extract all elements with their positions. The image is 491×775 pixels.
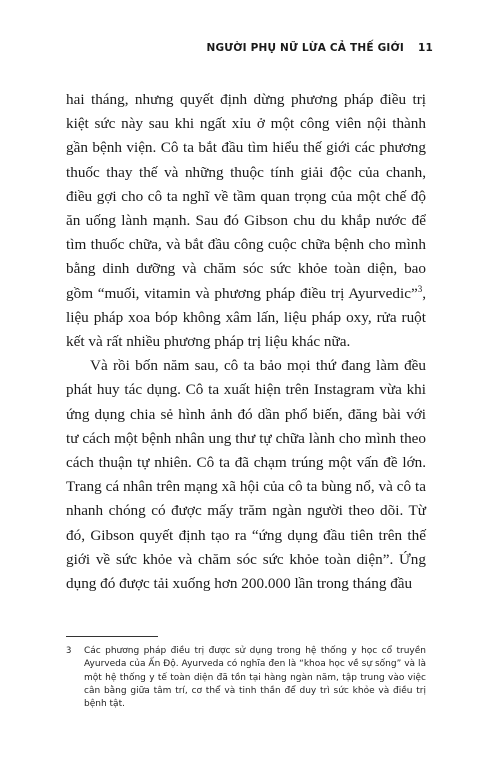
paragraph-1-text-b: , liệu pháp xoa bóp không xâm lấn, liệu pháp oxy, rửa ruột kết và rất nhiều phương pháp trị liệu khác nữa. [66,284,426,351]
footnote-number: 3 [66,646,72,656]
paragraph-1 [66,88,426,354]
paragraph-2: Và rồi bốn năm sau, cô ta bảo mọi thứ đang làm đều phát huy tác dụng. Cô ta xuất hiện trên Instagram vừa khi ứng dụng chia sẻ hình ảnh đó dần phổ biến, đăng bài với tư cách một bệnh nhân ung thư tự chữa lành cho mình theo cách thuận tự nhiên. Cô ta đã chạm trúng một vấn đề lớn. Trang cá nhân trên mạng xã hội của cô ta bùng nổ, và cô ta nhanh chóng có được mấy trăm ngàn người theo dõi. Từ đó, Gibson quyết định tạo ra “ứng dụng đầu tiên trên thế giới về sức khỏe và chăm sóc sức khỏe toàn diện”. Ứng dụng đó được tải xuống hơn 200.000 lần trong tháng đầu [66,357,426,593]
body-text [66,88,426,596]
footnote-divider [66,636,158,637]
page-number: 11 [417,42,433,54]
footnote-text: Các phương pháp điều trị được sử dụng trong hệ thống y học cổ truyền Ayurveda của Ấn Độ. Ayurveda có nghĩa đen là “khoa học về sự sống” và là một hệ thống y tế toàn diện đã tồn tại hàng ngàn năm, tập trung vào việc cân bằng giữa tâm trí, cơ thể và tinh thần để duy trì sức khỏe và điều trị bệnh tật. [84,646,426,710]
book-title: NGƯỜI PHỤ NỮ LỪA CẢ THẾ GIỚI [206,42,404,54]
footnote-reference: 3 [417,283,423,294]
footnote [66,645,426,711]
running-head [206,42,433,54]
paragraph-1-text-a: hai tháng, nhưng quyết định dừng phương pháp điều trị kiệt sức này sau khi ngất xỉu ở một công viên nội thành gần bệnh viện. Cô ta bắt đầu tìm hiểu thế giới các phương thuốc thay thế và những thuộc tính giải độc của chanh, điều gợi cho cô ta nghĩ về tầm quan trọng của một chế độ ăn uống lành mạnh. Sau đó Gibson chu du khắp nước để tìm thuốc chữa, và bắt đầu công cuộc chữa bệnh cho mình bằng dinh dưỡng và chăm sóc sức khỏe toàn diện, bao gồm “muối, vitamin và phương pháp điều trị Ayurvedic” [66,91,426,302]
